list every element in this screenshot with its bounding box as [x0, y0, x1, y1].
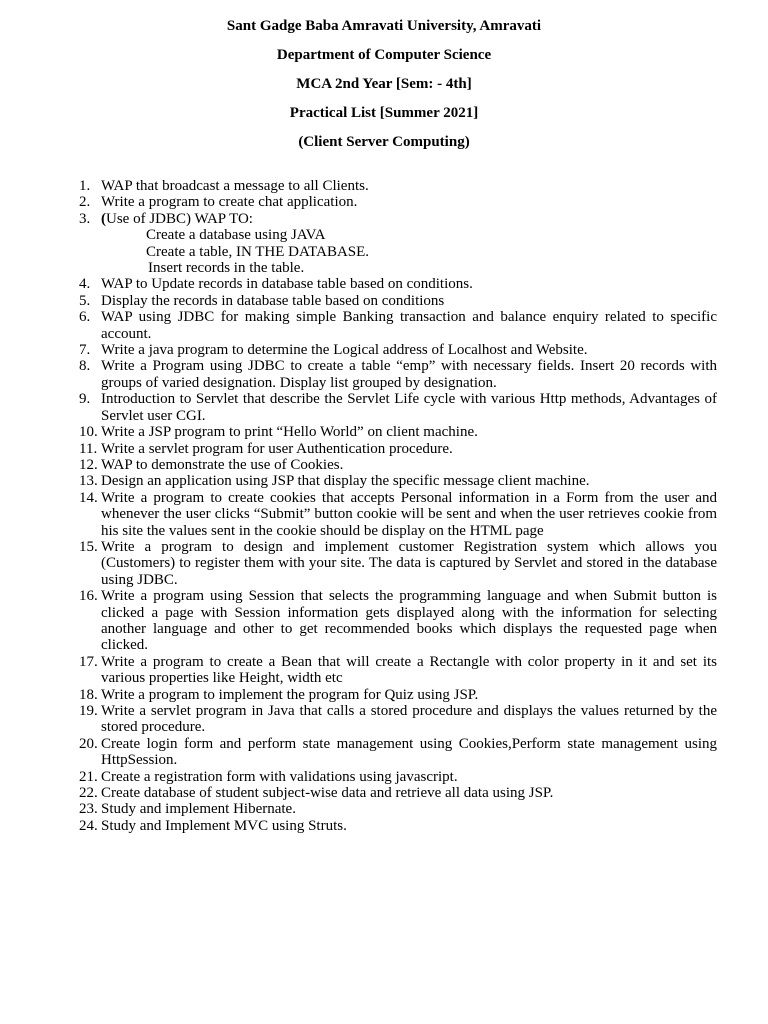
list-item — [79, 309, 717, 342]
item-text: Introduction to Servlet that describe the Servlet Life cycle with various Http methods, Advantages of Servlet user CGI. — [101, 391, 717, 424]
list-item — [79, 293, 717, 309]
list-item — [79, 342, 717, 358]
item-text: Write a JSP program to print “Hello World” on client machine. — [101, 424, 478, 441]
list-item — [79, 473, 717, 489]
item-text: WAP that broadcast a message to all Clients. — [101, 178, 369, 194]
item-number: 1. — [79, 178, 91, 194]
list-item — [79, 801, 717, 817]
item-text: Write a program to create a Bean that will create a Rectangle with color property in it and set its various properties like Height, width etc — [101, 653, 717, 687]
item-number: 10. — [79, 424, 98, 441]
item-text: Write a program to create cookies that accepts Personal information in a Form from the user and whenever the user clicks “Submit” button cookie will be sent and when the user retrieves cookie from his site the values sent in the cookie should be display on the HTML page — [101, 489, 717, 539]
item-text: WAP using JDBC for making simple Banking transaction and balance enquiry related to specific account. — [101, 309, 717, 342]
item-text: Study and Implement MVC using Struts. — [101, 817, 347, 834]
item-text: WAP to Update records in database table based on conditions. — [101, 276, 473, 293]
item-text: Create a registration form with validations using javascript. — [101, 768, 458, 785]
sub-item: Insert records in the table. — [148, 260, 305, 277]
practical-list — [79, 178, 717, 834]
list-item — [79, 424, 717, 440]
list-item — [79, 194, 717, 210]
list-item — [79, 736, 717, 769]
item-number: 9. — [79, 391, 91, 408]
university-title: Sant Gadge Baba Amravati University, Amravati — [226, 18, 542, 34]
course-title: MCA 2nd Year [Sem: - 4th] — [296, 76, 472, 92]
list-item — [79, 769, 717, 785]
item-number: 16. — [79, 588, 98, 605]
list-item — [79, 588, 717, 654]
subject-title: (Client Server Computing) — [298, 134, 470, 150]
item-text: Write a program to implement the program for Quiz using JSP. — [101, 686, 479, 703]
item-number: 24. — [79, 817, 98, 834]
practical-list-title: Practical List [Summer 2021] — [289, 105, 479, 121]
item-number: 22. — [79, 785, 98, 802]
item-number: 21. — [79, 768, 98, 785]
item-number: 14. — [79, 489, 98, 506]
list-item — [79, 211, 717, 277]
item-text: Write a Program using JDBC to create a table “emp” with necessary fields. Insert 20 records with groups of varied designation. Display list grouped by designation. — [101, 358, 717, 391]
sub-item: Create a table, IN THE DATABASE. — [146, 243, 370, 260]
list-item — [79, 703, 717, 736]
item-text: Write a program using Session that selects the programming language and when Submit button is clicked a page with Session information gets displayed along with the information for selecting another language and other to get recommended books which displays the requested page when clicked. — [101, 588, 717, 654]
list-item — [79, 178, 717, 194]
item-text: Study and implement Hibernate. — [101, 801, 296, 818]
item-text: WAP to demonstrate the use of Cookies. — [101, 456, 344, 473]
item-text: Design an application using JSP that display the specific message client machine. — [101, 473, 590, 490]
item-number: 5. — [79, 292, 91, 309]
item-number: 17. — [79, 653, 98, 670]
item-number: 2. — [79, 194, 91, 211]
item-number: 23. — [79, 801, 98, 818]
item-number: 7. — [79, 342, 91, 359]
list-item — [79, 818, 717, 834]
list-item — [79, 358, 717, 391]
list-item — [79, 457, 717, 473]
item-number: 6. — [79, 309, 91, 326]
list-item — [79, 391, 717, 424]
item-text: Create database of student subject-wise data and retrieve all data using JSP. — [101, 785, 554, 802]
item-number: 13. — [79, 473, 98, 490]
list-item — [79, 490, 717, 539]
list-item — [79, 441, 717, 457]
item-number: 20. — [79, 735, 98, 752]
item-text: Write a servlet program for user Authentication procedure. — [101, 440, 453, 457]
item-number: 15. — [79, 538, 98, 555]
item-number: 18. — [79, 686, 98, 703]
list-item — [79, 687, 717, 703]
item-number: 3. — [79, 210, 91, 227]
item-text: Write a servlet program in Java that calls a stored procedure and displays the values returned by the stored procedure. — [101, 703, 717, 736]
item-text: Use of JDBC) WAP TO: — [106, 210, 253, 227]
item-number: 12. — [79, 456, 98, 473]
item-bold-prefix: ( — [101, 210, 106, 227]
list-item — [79, 654, 717, 687]
item-text: Write a program to create chat application. — [101, 194, 358, 211]
item-number: 4. — [79, 276, 91, 293]
item-number: 8. — [79, 358, 91, 375]
item-number: 19. — [79, 703, 98, 719]
department-title: Department of Computer Science — [276, 47, 492, 63]
sub-item: Create a database using JAVA — [146, 227, 326, 244]
list-item — [79, 276, 717, 292]
item-text: Write a program to design and implement customer Registration system which allows you (Customers) to register them with your site. The data is captured by Servlet and stored in the database using JDBC. — [101, 538, 717, 588]
item-text: Write a java program to determine the Logical address of Localhost and Website. — [101, 342, 588, 359]
item-text: Create login form and perform state management using Cookies,Perform state management using HttpSession. — [101, 735, 717, 769]
list-item — [79, 539, 717, 588]
item-text: Display the records in database table based on conditions — [101, 292, 445, 309]
list-item — [79, 785, 717, 801]
item-number: 11. — [79, 440, 98, 457]
